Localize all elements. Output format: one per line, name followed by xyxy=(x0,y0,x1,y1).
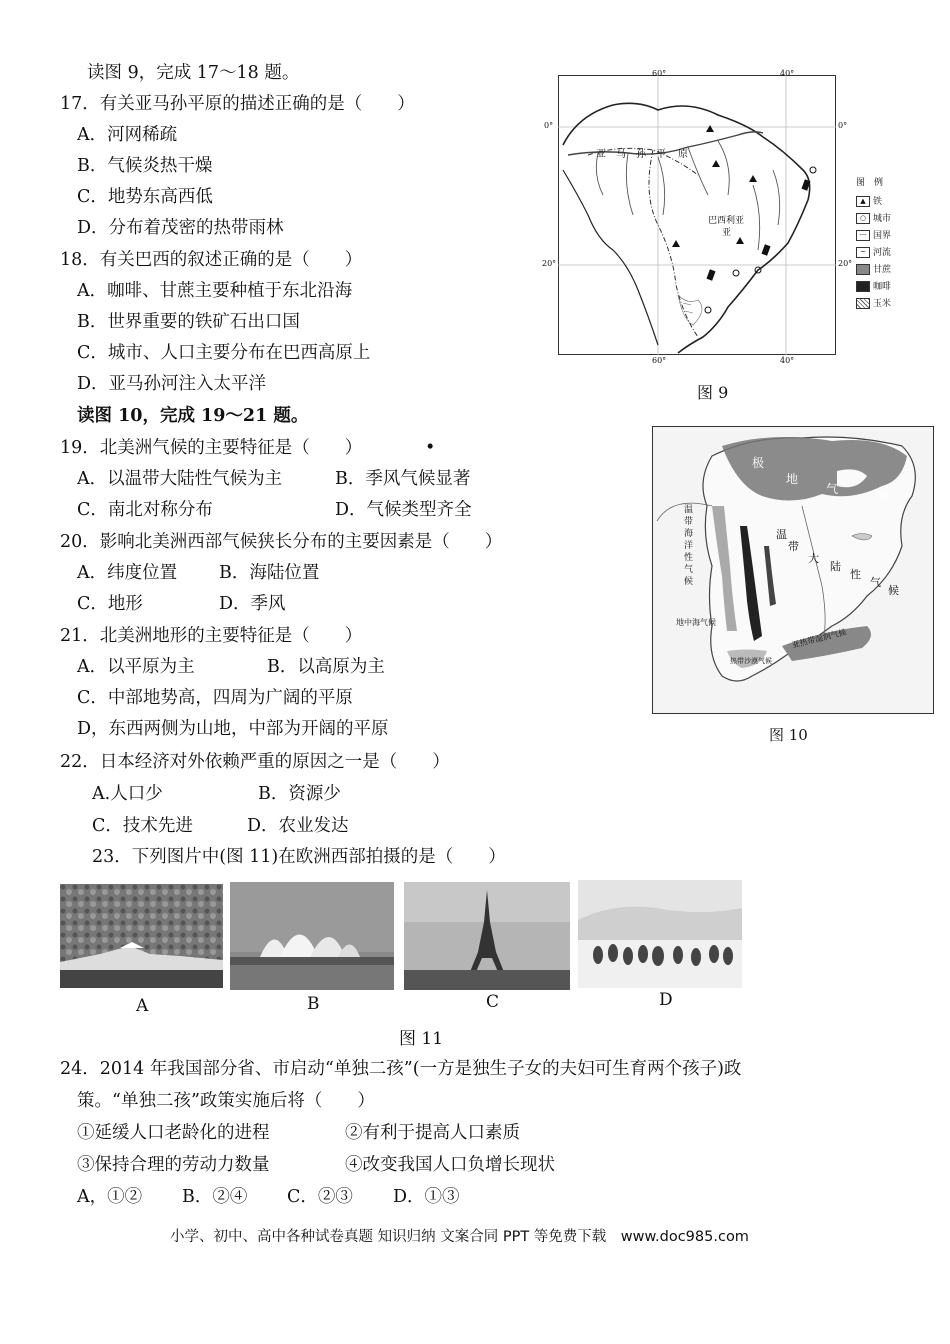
fig10-label-wen: 温 xyxy=(776,528,787,541)
fig10-label-di: 地 xyxy=(786,472,799,486)
border-icon: -·- xyxy=(856,230,870,241)
photo-a-mountain xyxy=(60,884,223,988)
q18-option-a: A．咖啡、甘蔗主要种植于东北沿海 xyxy=(77,281,353,301)
coffee-icon xyxy=(856,281,870,292)
fig9-caption: 图 9 xyxy=(697,383,729,402)
q17-option-c: C．地势东高西低 xyxy=(77,187,213,207)
q21-option-a: A．以平原为主 xyxy=(77,657,195,677)
fig9-legend-sugarcane: 甘蔗 xyxy=(873,265,892,275)
q21-option-b: B．以高原为主 xyxy=(267,657,385,677)
corn-icon xyxy=(856,298,870,309)
fig10-label-qi: 气 xyxy=(826,482,839,496)
fig9-legend-title: 图 例 xyxy=(856,178,884,188)
fig9-label-ya2: 亚 xyxy=(722,228,732,238)
photo-d-penguins xyxy=(578,880,742,988)
fig9-lon-bottom-60: 60° xyxy=(652,356,667,365)
q22-option-b: B．资源少 xyxy=(258,784,341,804)
q24-option-d: D．①③ xyxy=(393,1187,460,1207)
fig9-legend-iron: 铁 xyxy=(873,197,883,207)
q17-option-d: D．分布着茂密的热带雨林 xyxy=(77,218,284,238)
fig10-label-qi2: 气 xyxy=(870,576,881,589)
q24-stem-line1: 24．2014 年我国部分省、市启动“单独二孩”(一方是独生子女的夫妇可生育两个孩子)政 xyxy=(60,1059,742,1079)
fig9-legend-city: 城市 xyxy=(873,214,892,224)
iron-icon: ▲ xyxy=(856,196,870,207)
q20-option-b: B．海陆位置 xyxy=(219,563,320,583)
q24-option-b: B．②④ xyxy=(182,1187,248,1207)
fig10-label-lu: 陆 xyxy=(830,560,841,573)
q22-stem: 22．日本经济对外依赖严重的原因之一是（ ） xyxy=(60,752,450,772)
q19-option-d: D．气候类型齐全 xyxy=(335,500,472,520)
fig9-brazil-map xyxy=(542,69,853,365)
q23-stem: 23．下列图片中(图 11)在欧洲西部拍摄的是（ ） xyxy=(92,847,506,867)
fig10-label-xing: 性 xyxy=(850,568,861,581)
fig10-label-dai: 带 xyxy=(788,540,799,553)
fig9-legend-river: 河流 xyxy=(873,248,892,258)
photo-c-eiffel-tower xyxy=(404,882,570,990)
q20-option-c: C．地形 xyxy=(77,594,143,614)
q24-option-a: A，①② xyxy=(77,1187,143,1207)
fig9-legend-corn: 玉米 xyxy=(873,299,892,309)
fig9-lon-top-60: 60° xyxy=(652,69,667,78)
fig9-label-ya: 亚 xyxy=(596,149,606,160)
fig10-label-desert: 热带沙漠气候 xyxy=(730,657,772,665)
fig10-label-highland: 高山 xyxy=(756,571,764,590)
q22-option-c: C．技术先进 xyxy=(92,816,193,836)
q18-option-c: C．城市、人口主要分布在巴西高原上 xyxy=(77,343,371,363)
fig9-lat-right-20: 20° xyxy=(838,259,853,268)
q20-stem: 20．影响北美洲西部气候狭长分布的主要因素是（ ） xyxy=(60,532,503,552)
fig10-caption: 图 10 xyxy=(769,726,808,744)
fig9-lat-right-0: 0° xyxy=(838,121,848,130)
fig10-north-america-map xyxy=(652,426,934,714)
fig9-label-ping: 平 xyxy=(656,149,666,160)
q17-stem: 17．有关亚马孙平原的描述正确的是（ ） xyxy=(60,94,415,114)
q20-option-d: D．季风 xyxy=(219,594,286,614)
q24-item-1: ①延缓人口老龄化的进程 xyxy=(77,1123,270,1143)
city-icon: ○ xyxy=(856,213,870,224)
fig9-label-yuan: 原 xyxy=(678,149,688,160)
fig10-label-marine: 温带海洋性气候 xyxy=(684,505,694,587)
fig10-label-hou: 候 xyxy=(878,488,891,502)
fig9-lon-top-40: 40° xyxy=(780,69,795,78)
q19-stem: 19．北美洲气候的主要特征是（ ） xyxy=(60,438,363,458)
fig9-label-ma: 马 xyxy=(616,149,626,160)
sugarcane-icon xyxy=(856,264,870,275)
q20-option-a: A．纬度位置 xyxy=(77,563,178,583)
q17-option-a: A．河网稀疏 xyxy=(77,125,178,145)
q21-option-d: D，东西两侧为山地，中部为开阔的平原 xyxy=(77,719,389,739)
fig9-legend-coffee: 咖啡 xyxy=(873,282,892,292)
fig10-label-hou2: 候 xyxy=(888,584,899,597)
footer-watermark: 小学、初中、高中各种试卷真题 知识归纳 文案合同 PPT 等免费下载 www.doc985.com xyxy=(170,1229,749,1245)
fig11-caption: 图 11 xyxy=(399,1029,444,1049)
intro-fig9: 读图 9，完成 17～18 题。 xyxy=(87,63,300,83)
fig9-lon-bottom-40: 40° xyxy=(780,356,795,365)
q19-option-c: C．南北对称分布 xyxy=(77,500,213,520)
q21-option-c: C．中部地势高，四周为广阔的平原 xyxy=(77,688,353,708)
q18-option-b: B．世界重要的铁矿石出口国 xyxy=(77,312,300,332)
fig9-label-brasilia: 巴西利亚 xyxy=(708,216,745,226)
q17-option-b: B．气候炎热干燥 xyxy=(77,156,213,176)
q24-item-2: ②有利于提高人口素质 xyxy=(345,1123,520,1143)
q18-stem: 18．有关巴西的叙述正确的是（ ） xyxy=(60,250,363,270)
fig9-lat-left-20: 20° xyxy=(542,259,557,268)
stray-dot: • xyxy=(425,438,436,458)
q18-option-d: D．亚马孙河注入太平洋 xyxy=(77,374,267,394)
fig9-legend xyxy=(856,175,906,313)
q21-stem: 21．北美洲地形的主要特征是（ ） xyxy=(60,626,363,646)
fig9-legend-border: 国界 xyxy=(873,231,892,241)
q24-item-3: ③保持合理的劳动力数量 xyxy=(77,1155,270,1175)
intro-fig10: 读图 10，完成 19～21 题。 xyxy=(77,406,309,426)
q19-option-a: A．以温带大陆性气候为主 xyxy=(77,469,283,489)
q22-option-a: A.人口少 xyxy=(92,784,163,804)
photo-label-b: B xyxy=(307,994,320,1014)
fig10-label-mediterranean: 地中海气候 xyxy=(676,618,716,627)
river-icon: ~ xyxy=(856,247,870,258)
photo-label-a: A xyxy=(136,996,149,1016)
fig10-label-subtropical: 亚热带湿润气候 xyxy=(790,627,848,650)
fig10-label-da: 大 xyxy=(808,552,819,565)
photo-label-d: D xyxy=(659,990,673,1010)
fig9-lat-left-0: 0° xyxy=(544,121,554,130)
q24-stem-line2: 策。“单独二孩”政策实施后将（ ） xyxy=(77,1091,375,1111)
fig9-label-sun: 孙 xyxy=(636,149,646,160)
q19-option-b: B．季风气候显著 xyxy=(335,469,471,489)
q22-option-d: D．农业发达 xyxy=(247,816,349,836)
photo-b-opera-house xyxy=(230,882,394,990)
fig10-label-ji: 极 xyxy=(752,456,765,470)
photo-label-c: C xyxy=(486,992,500,1012)
q24-item-4: ④改变我国人口负增长现状 xyxy=(345,1155,555,1175)
q24-option-c: C．②③ xyxy=(287,1187,353,1207)
